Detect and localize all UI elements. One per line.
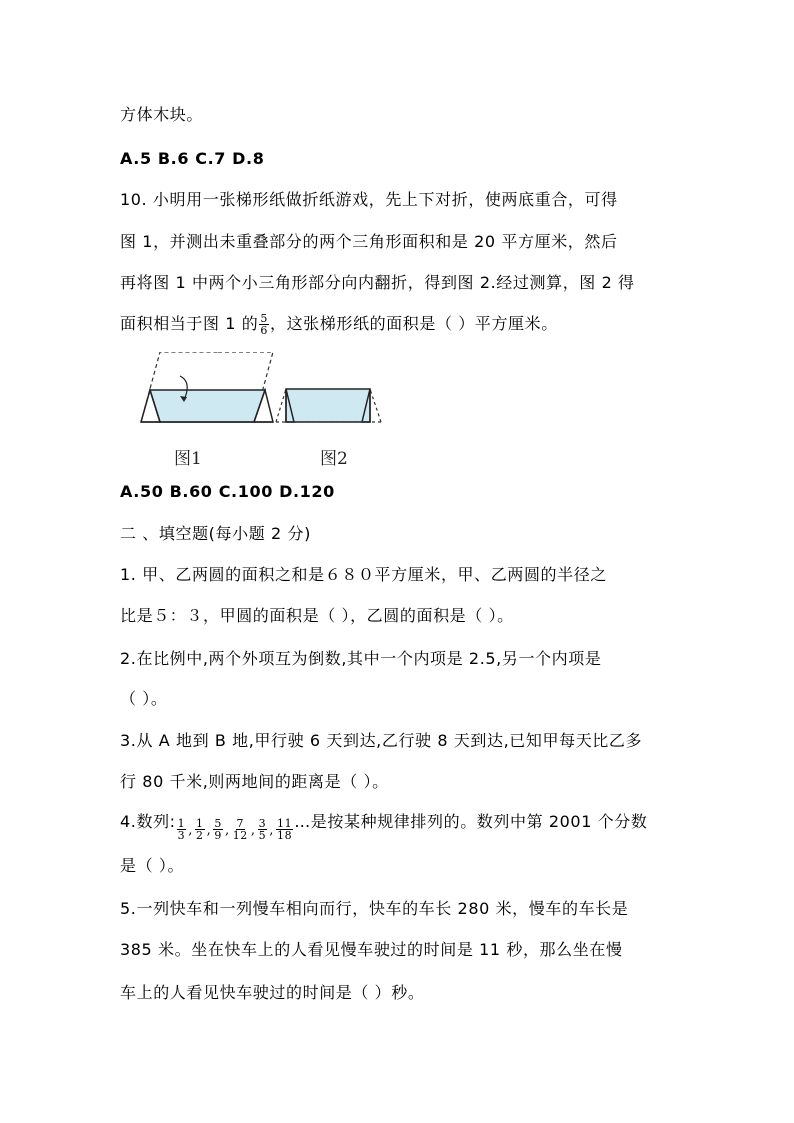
q10-text-line-3: 再将图 1 中两个小三角形部分向内翻折，得到图 2.经过测算，图 2 得 [120, 273, 635, 292]
fraction-denominator: 18 [276, 829, 293, 842]
fraction-denominator: 5 [258, 829, 267, 842]
sequence-fraction [213, 818, 223, 841]
fill-q5-line-2: 385 米。坐在快车上的人看见慢车驶过的时间是 11 秒，那么坐在慢 [120, 940, 623, 959]
fill-q4-line-1 [120, 812, 647, 841]
fill-q2-line-1: 2.在比例中,两个外项互为倒数,其中一个内项是 2.5,另一个内项是 [120, 649, 602, 668]
fill-q3-line-2: 行 80 千米,则两地间的距离是（ ）。 [120, 772, 389, 791]
fill-q1-line-1: 1. 甲、乙两圆的面积之和是６８０平方厘米，甲、乙两圆的半径之 [120, 565, 607, 584]
sequence-fraction [195, 818, 205, 841]
sequence-comma: , [224, 823, 230, 838]
q10-text-line-1: 10. 小明用一张梯形纸做折纸游戏，先上下对折，使两底重合，可得 [120, 190, 618, 209]
fill-q1-line-2: 比是５：３，甲圆的面积是（ ），乙圆的面积是（ ）。 [120, 606, 514, 625]
fill-q4-line-2: 是（ ）。 [120, 856, 185, 875]
fraction-5-6 [259, 313, 269, 336]
fraction-numerator: 5 [260, 312, 268, 325]
sequence-comma: , [250, 823, 256, 838]
q10-text-after-fraction: ，这张梯形纸的面积是（ ）平方厘米。 [269, 314, 558, 333]
figure-2-diagram [276, 389, 381, 422]
fill-q4-suffix: …是按某种规律排列的。数列中第 2001 个分数 [294, 812, 648, 831]
fraction-denominator: 9 [214, 829, 222, 842]
fraction-numerator: 1 [196, 817, 204, 830]
fraction-denominator: 2 [196, 829, 204, 842]
q10-text-line-4 [120, 313, 558, 336]
fraction-denominator: 12 [232, 829, 248, 842]
fill-q4-prefix: 4.数列: [120, 812, 176, 831]
fraction-denominator: 3 [177, 829, 186, 842]
fraction-numerator: 5 [214, 817, 222, 830]
section-heading: 二 、填空题(每小题 2 分) [120, 524, 311, 543]
sequence-comma: , [269, 823, 274, 838]
fraction-sequence [176, 818, 295, 841]
q9-options: A.5 B.6 C.7 D.8 [120, 149, 265, 168]
fraction-denominator: 6 [260, 324, 268, 337]
fill-q5-line-3: 车上的人看见快车驶过的时间是（ ）秒。 [120, 983, 425, 1002]
q10-text-line-2: 图 1，并测出未重叠部分的两个三角形面积和是 20 平方厘米，然后 [120, 232, 618, 251]
sequence-fraction [258, 818, 268, 841]
q10-text-before-fraction: 面积相当于图 1 的 [120, 314, 259, 333]
q10-options: A.50 B.60 C.100 D.120 [120, 482, 335, 501]
text-line: 方体木块。 [120, 105, 204, 124]
fill-q2-line-2: （ ）。 [120, 689, 168, 708]
figure-1-diagram [141, 352, 273, 422]
sequence-comma: , [206, 823, 212, 838]
fraction-numerator: 1 [177, 817, 186, 830]
fill-q5-line-1: 5.一列快车和一列慢车相向而行，快车的车长 280 米，慢车的车长是 [120, 899, 629, 918]
fraction-numerator: 3 [258, 817, 267, 830]
figure-1-label: 图1 [174, 449, 202, 469]
trapezoid-figure [130, 352, 385, 470]
sequence-fraction [276, 818, 293, 841]
figure-2-label: 图2 [320, 449, 348, 469]
fraction-numerator: 11 [276, 817, 293, 830]
sequence-fraction [232, 818, 249, 841]
fraction-numerator: 7 [236, 817, 245, 830]
sequence-fraction [177, 818, 187, 841]
fill-q3-line-1: 3.从 A 地到 B 地,甲行驶 6 天到达,乙行驶 8 天到达,已知甲每天比乙多 [120, 731, 643, 750]
sequence-comma: , [188, 823, 194, 838]
